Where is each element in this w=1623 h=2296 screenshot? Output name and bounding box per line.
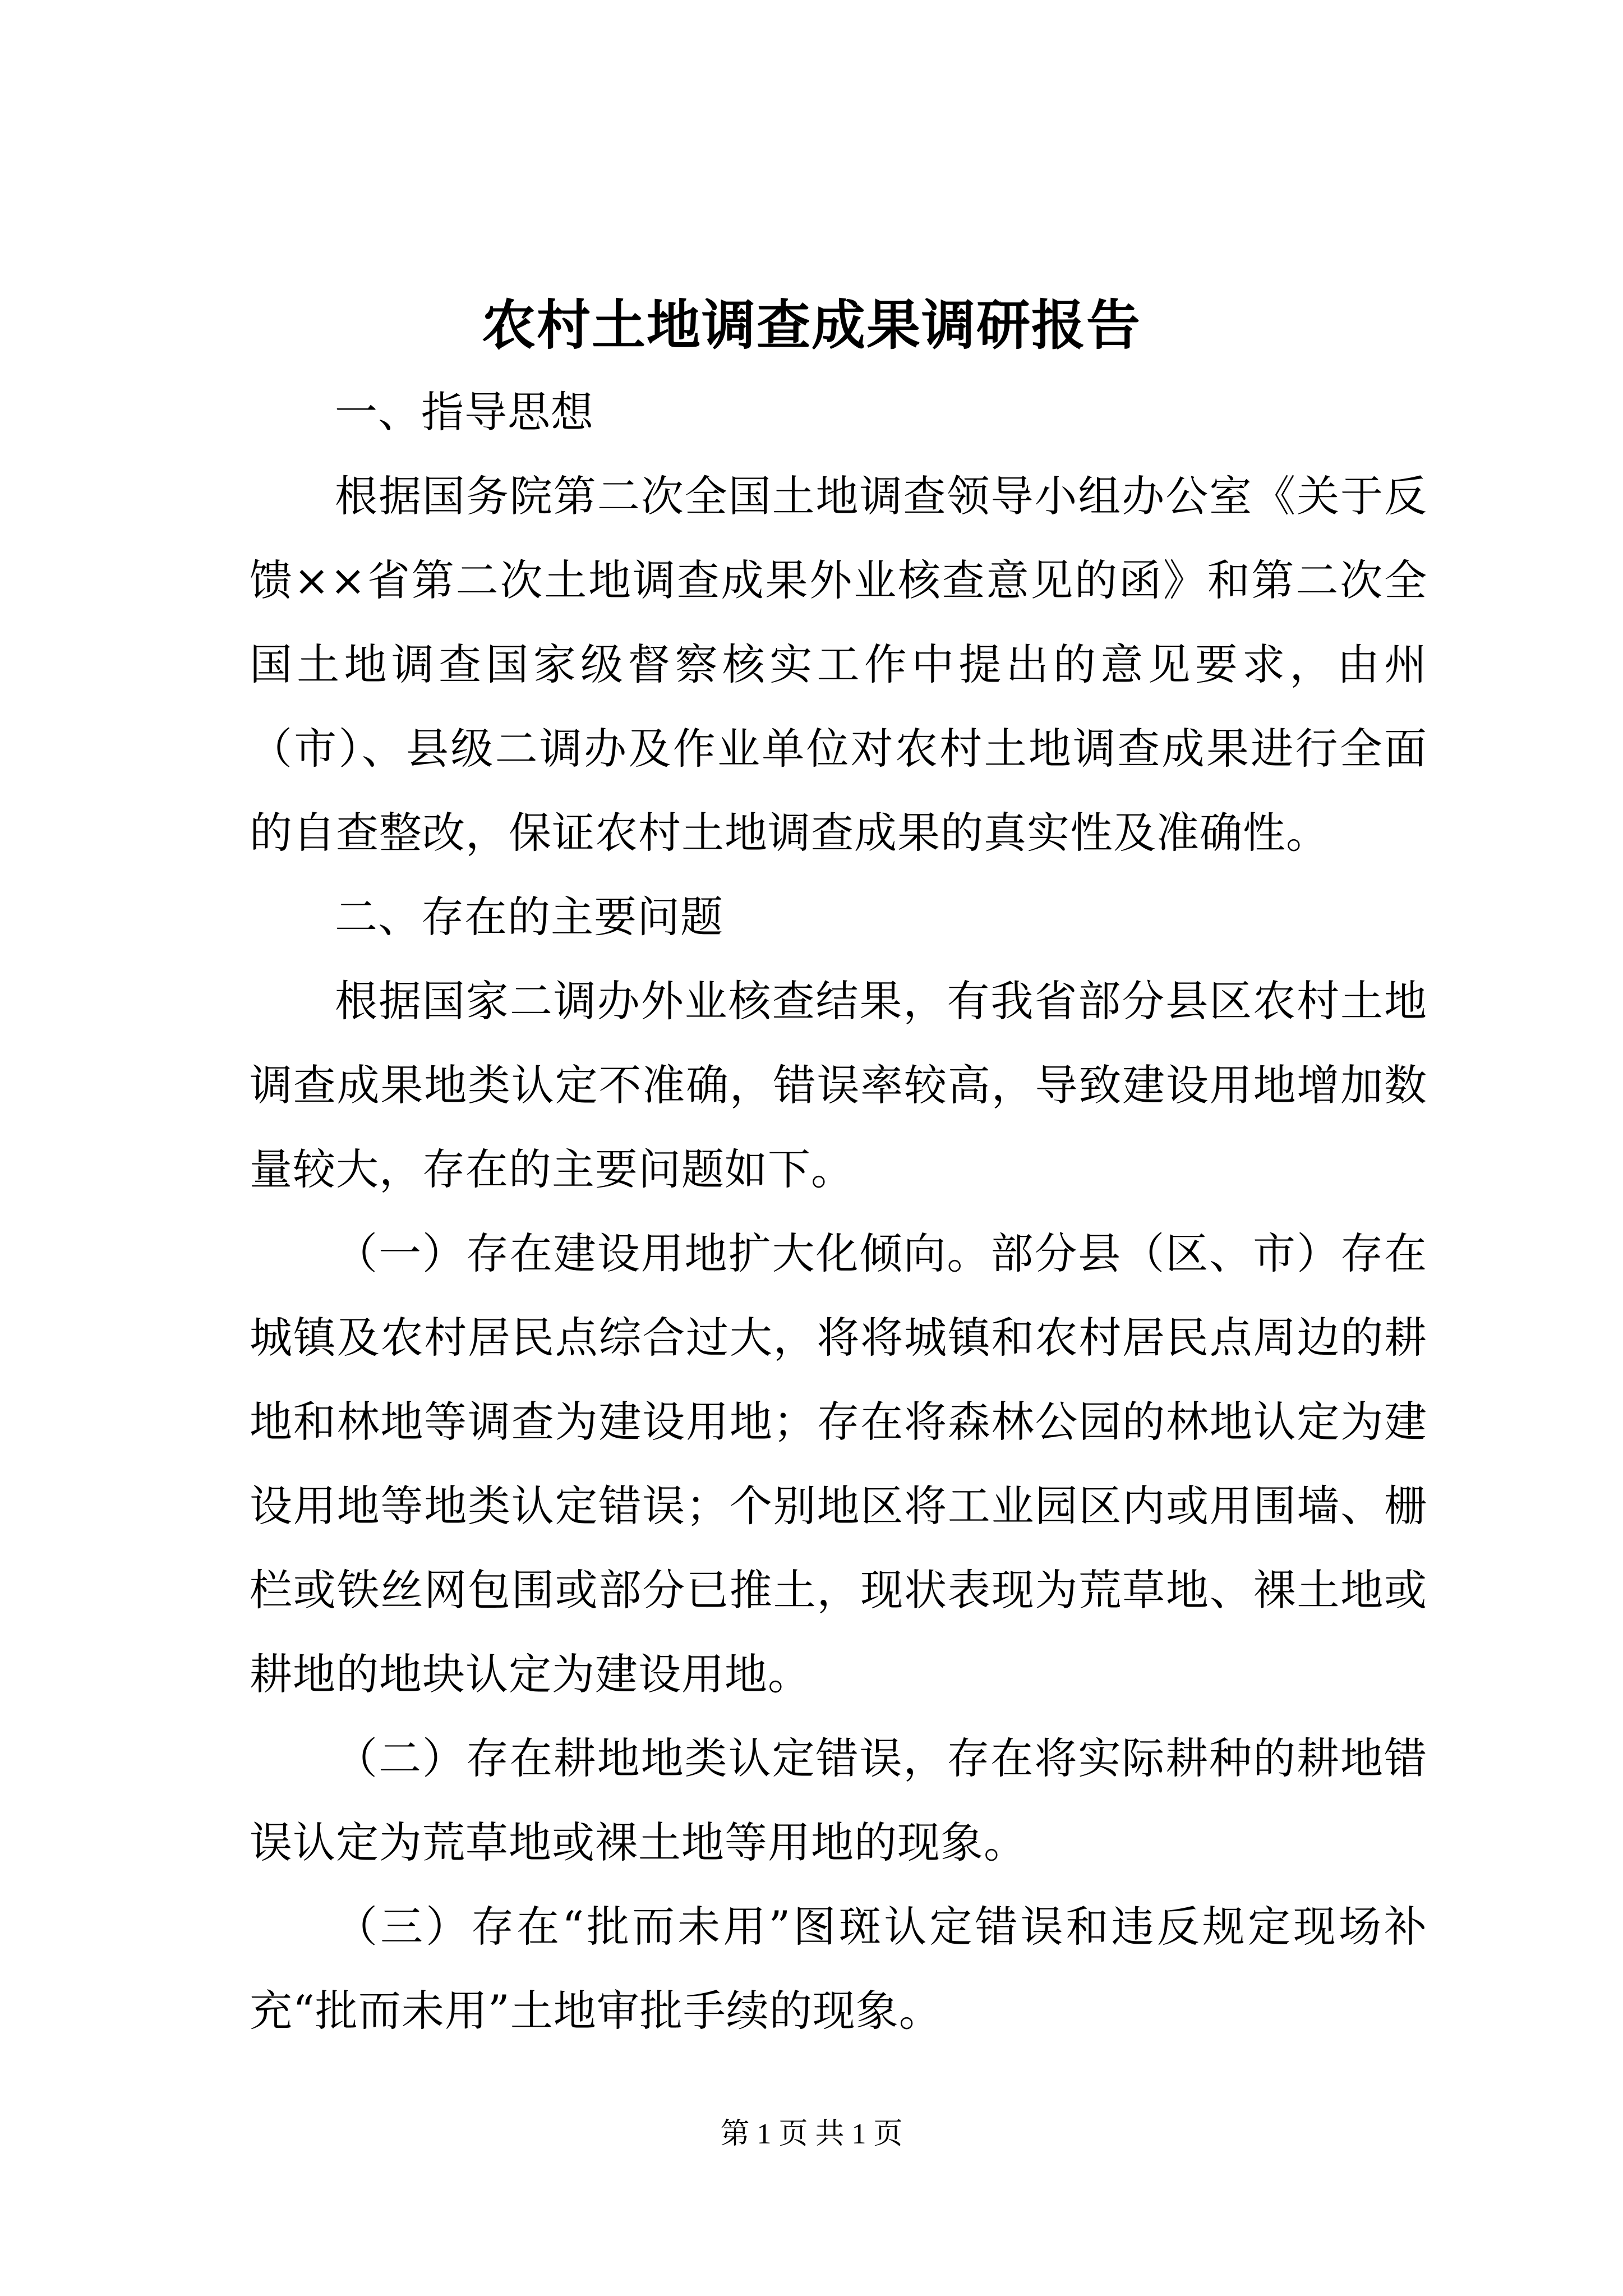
section-heading-main-problems: 二、存在的主要问题 — [335, 892, 723, 942]
page-footer: 第 1 页 共 1 页 — [720, 2118, 903, 2150]
document-title: 农村土地调查成果调研报告 — [482, 293, 1141, 357]
paragraph-guiding-ideology: 根据国务院第二次全国土地调查领导小组办公室《关于反馈××省第二次土地调查成果外业核查意见的函》和第二次全国土地调查国家级督察核实工作中提出的意见要求，由州（市）、县级二调办及作业单位对农村土地调查成果进行全面的自查整改，保证农村土地调查成果的真实性及准确性。 — [250, 471, 1427, 858]
section-heading-guiding-ideology: 一、指导思想 — [335, 387, 594, 437]
paragraph-main-problems-intro: 根据国家二调办外业核查结果，有我省部分县区农村土地调查成果地类认定不准确，错误率较高，导致建设用地增加数量较大，存在的主要问题如下。 — [250, 976, 1427, 1194]
paragraph-problem-1: （一）存在建设用地扩大化倾向。部分县（区、市）存在城镇及农村居民点综合过大，将将城镇和农村居民点周边的耕地和林地等调查为建设用地；存在将森林公园的林地认定为建设用地等地类认定错误；个别地区将工业园区内或用围墙、栅栏或铁丝网包围或部分已推土，现状表现为荒草地、裸土地或耕地的地块认定为建设用地。 — [250, 1228, 1427, 1699]
paragraph-problem-3: （三）存在“批而未用”图斑认定错误和违反规定现场补充“批而未用”土地审批手续的现象。 — [250, 1902, 1427, 2036]
paragraph-problem-2: （二）存在耕地地类认定错误，存在将实际耕种的耕地错误认定为荒草地或裸土地等用地的现象。 — [250, 1733, 1427, 1867]
document-body — [250, 370, 1427, 2053]
